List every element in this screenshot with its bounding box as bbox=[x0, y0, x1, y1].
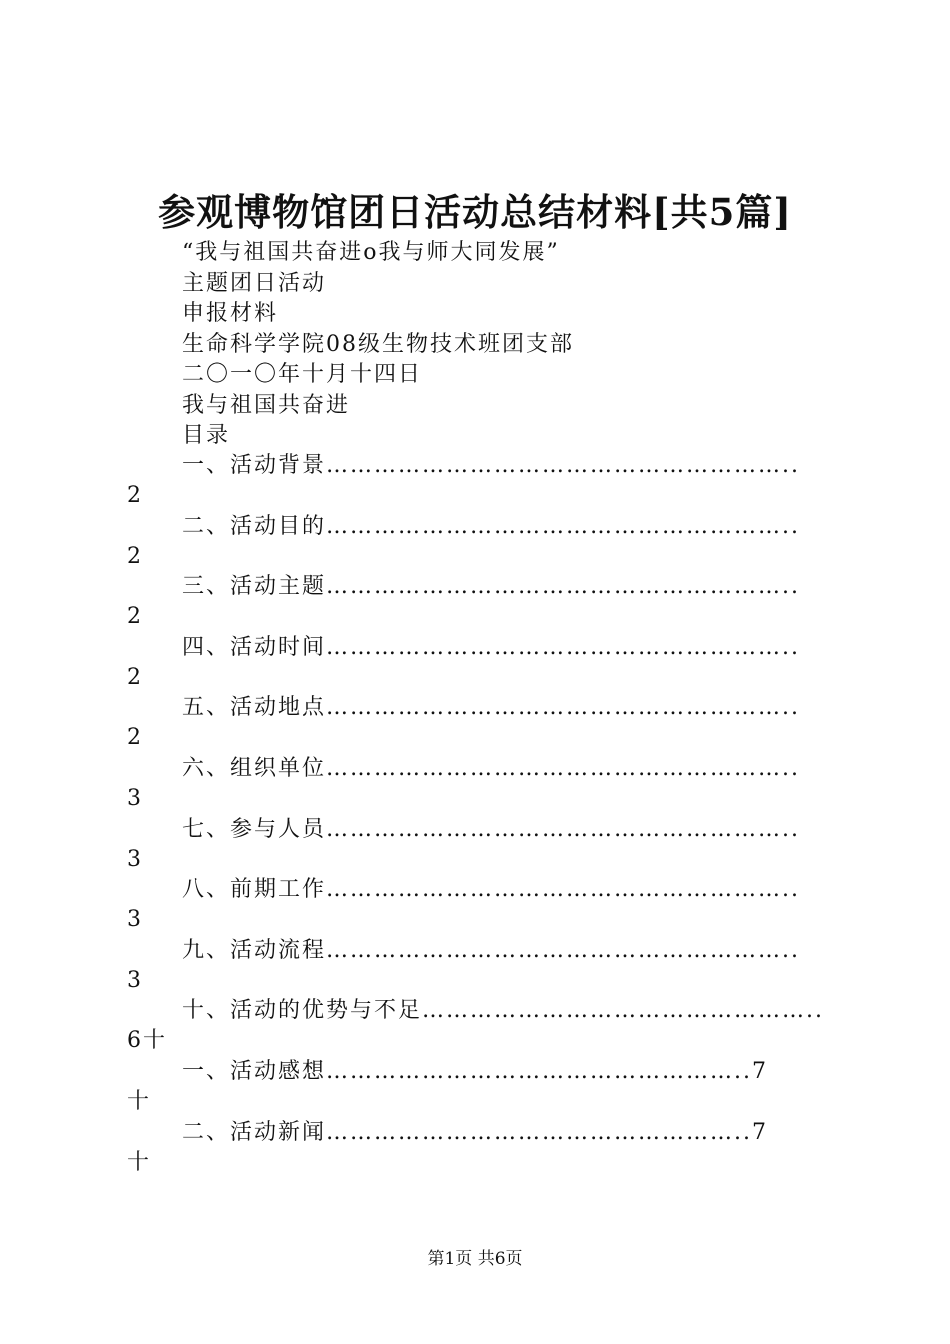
toc-entry bbox=[0, 936, 950, 997]
toc-entry bbox=[0, 633, 950, 694]
toc-entry-page: 3 bbox=[127, 846, 143, 872]
toc-entry-page: 3 bbox=[127, 907, 143, 933]
toc-entry-text: 十、活动的优势与不足………………………………………….. bbox=[182, 998, 824, 1024]
intro-date: 二〇一〇年十月十四日 bbox=[182, 362, 423, 387]
toc-entry bbox=[0, 512, 950, 573]
intro-doc-type: 申报材料 bbox=[182, 301, 279, 326]
intro-block bbox=[182, 238, 574, 452]
toc-entry bbox=[0, 572, 950, 633]
toc-entry-text: 八、前期工作………………………………………………….. bbox=[182, 877, 800, 903]
toc-entry bbox=[0, 451, 950, 512]
toc-entry-text: 一、活动感想……………………………………………..7 bbox=[182, 1058, 768, 1084]
toc-entry bbox=[0, 1118, 950, 1179]
table-of-contents bbox=[0, 451, 950, 1178]
toc-entry-text: 九、活动流程………………………………………………….. bbox=[182, 937, 800, 963]
toc-entry-text: 二、活动目的………………………………………………….. bbox=[182, 513, 800, 539]
toc-entry-text: 六、组织单位………………………………………………….. bbox=[182, 755, 800, 781]
toc-entry bbox=[0, 1057, 950, 1118]
toc-heading: 目录 bbox=[182, 423, 231, 448]
intro-activity-type: 主题团日活动 bbox=[182, 270, 327, 296]
toc-entry-text: 五、活动地点………………………………………………….. bbox=[182, 695, 800, 721]
toc-entry-page: 2 bbox=[127, 725, 143, 751]
toc-entry-page: 2 bbox=[127, 664, 143, 690]
intro-organization: 生命科学学院08级生物技术班团支部 bbox=[182, 331, 574, 357]
toc-entry-text: 一、活动背景………………………………………………….. bbox=[182, 453, 800, 478]
toc-entry-page: 3 bbox=[127, 967, 143, 993]
intro-theme-slogan: “我与祖国共奋进o我与师大同发展” bbox=[182, 240, 560, 265]
toc-entry-page: 十 bbox=[127, 1088, 152, 1114]
toc-entry-page: 2 bbox=[127, 483, 143, 508]
toc-entry-text: 三、活动主题………………………………………………….. bbox=[182, 574, 800, 600]
toc-entry-text: 七、参与人员………………………………………………….. bbox=[182, 816, 800, 842]
toc-entry-text: 二、活动新闻……………………………………………..7 bbox=[182, 1119, 768, 1145]
toc-entry bbox=[0, 875, 950, 936]
toc-entry bbox=[0, 815, 950, 876]
toc-entry-text: 四、活动时间………………………………………………….. bbox=[182, 634, 800, 660]
toc-entry bbox=[0, 754, 950, 815]
toc-entry bbox=[0, 996, 950, 1057]
page-footer: 第1页 共6页 bbox=[427, 1249, 523, 1269]
toc-entry-page: 6十 bbox=[127, 1028, 167, 1054]
intro-subtitle: 我与祖国共奋进 bbox=[182, 392, 351, 418]
toc-entry-page: 2 bbox=[127, 604, 143, 630]
toc-entry-page: 十 bbox=[127, 1149, 152, 1175]
toc-entry-page: 3 bbox=[127, 785, 143, 811]
document-title: 参观博物馆团日活动总结材料[共5篇] bbox=[158, 190, 792, 234]
toc-entry-page: 2 bbox=[127, 543, 143, 569]
toc-entry bbox=[0, 693, 950, 754]
